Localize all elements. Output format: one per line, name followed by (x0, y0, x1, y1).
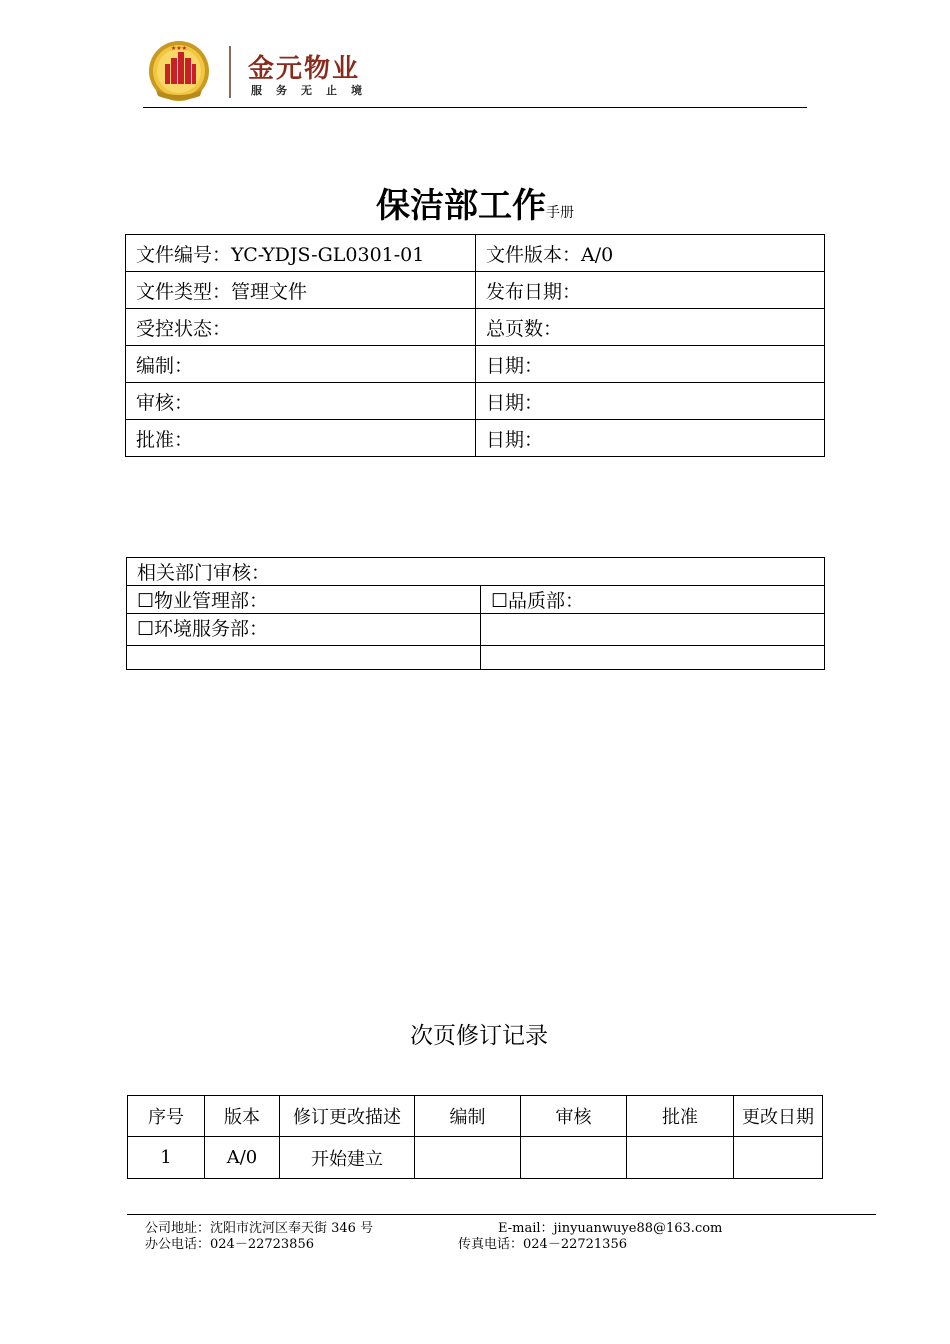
info-cell: 编制： (126, 346, 476, 383)
revision-col-header: 序号 (128, 1096, 205, 1137)
document-title (0, 178, 950, 227)
info-cell: 文件版本：A/0 (476, 235, 825, 272)
info-cell: 日期： (476, 383, 825, 420)
logo-divider (229, 46, 231, 98)
info-row (126, 309, 825, 346)
revision-col-header: 批准 (627, 1096, 734, 1137)
department-review-table (126, 557, 825, 670)
revision-col-header: 更改日期 (734, 1096, 823, 1137)
revision-cell (415, 1137, 521, 1179)
revision-cell: A/0 (205, 1137, 280, 1179)
info-row (126, 272, 825, 309)
revision-cell: 1 (128, 1137, 205, 1179)
footer-email: E-mail：jinyuanwuye88@163.com (498, 1221, 723, 1236)
checkbox-icon[interactable]: ☐ (137, 590, 155, 612)
dept-row (127, 586, 825, 614)
info-cell: 日期： (476, 420, 825, 457)
info-cell: 总页数： (476, 309, 825, 346)
checkbox-icon[interactable]: ☐ (491, 590, 509, 612)
footer-address: 公司地址：沈阳市沈河区奉天街 346 号 (145, 1221, 374, 1236)
info-cell: 批准： (126, 420, 476, 457)
dept-cell-empty (481, 646, 825, 670)
info-row (126, 420, 825, 457)
dept-label: 品质部： (508, 590, 585, 612)
svg-text:★★★: ★★★ (170, 45, 188, 52)
document-info-table (125, 234, 825, 457)
company-name: 金元物业 (248, 54, 361, 84)
info-row (126, 235, 825, 272)
revision-cell (627, 1137, 734, 1179)
revision-col-header: 编制 (415, 1096, 521, 1137)
info-row (126, 383, 825, 420)
dept-header: 相关部门审核： (127, 558, 825, 586)
revision-col-header: 版本 (205, 1096, 280, 1137)
dept-cell-property-management (127, 586, 481, 614)
info-cell: 文件编号：YC-YDJS-GL0301-01 (126, 235, 476, 272)
dept-cell-quality (481, 586, 825, 614)
dept-header-row (127, 558, 825, 586)
revision-table (127, 1095, 823, 1179)
footer-phone: 办公电话：024－22723856 (145, 1237, 314, 1252)
dept-row (127, 614, 825, 646)
revision-header-row (128, 1096, 823, 1137)
revision-col-header: 审核 (521, 1096, 627, 1137)
info-cell: 受控状态： (126, 309, 476, 346)
info-cell: 审核： (126, 383, 476, 420)
revision-cell (734, 1137, 823, 1179)
dept-label: 物业管理部： (154, 590, 269, 612)
dept-cell-empty (127, 646, 481, 670)
document-title-main: 保洁部工作 (376, 186, 546, 226)
dept-cell-environment-service (127, 614, 481, 646)
header-rule (143, 107, 807, 108)
dept-cell-empty (481, 614, 825, 646)
revision-cell (521, 1137, 627, 1179)
revision-cell: 开始建立 (280, 1137, 415, 1179)
info-cell: 发布日期： (476, 272, 825, 309)
table-row (128, 1137, 823, 1179)
footer-rule (127, 1214, 876, 1215)
revision-title: 次页修订记录 (410, 1023, 548, 1049)
document-title-sub: 手册 (546, 205, 574, 221)
dept-row-empty (127, 646, 825, 670)
company-slogan: 服务无止境 (251, 84, 376, 97)
info-cell: 文件类型：管理文件 (126, 272, 476, 309)
revision-col-header: 修订更改描述 (280, 1096, 415, 1137)
info-row (126, 346, 825, 383)
info-cell: 日期： (476, 346, 825, 383)
footer-fax: 传真电话：024－22721356 (458, 1237, 627, 1252)
checkbox-icon[interactable]: ☐ (137, 618, 155, 640)
company-logo-emblem (148, 40, 210, 102)
dept-label: 环境服务部： (154, 618, 269, 640)
